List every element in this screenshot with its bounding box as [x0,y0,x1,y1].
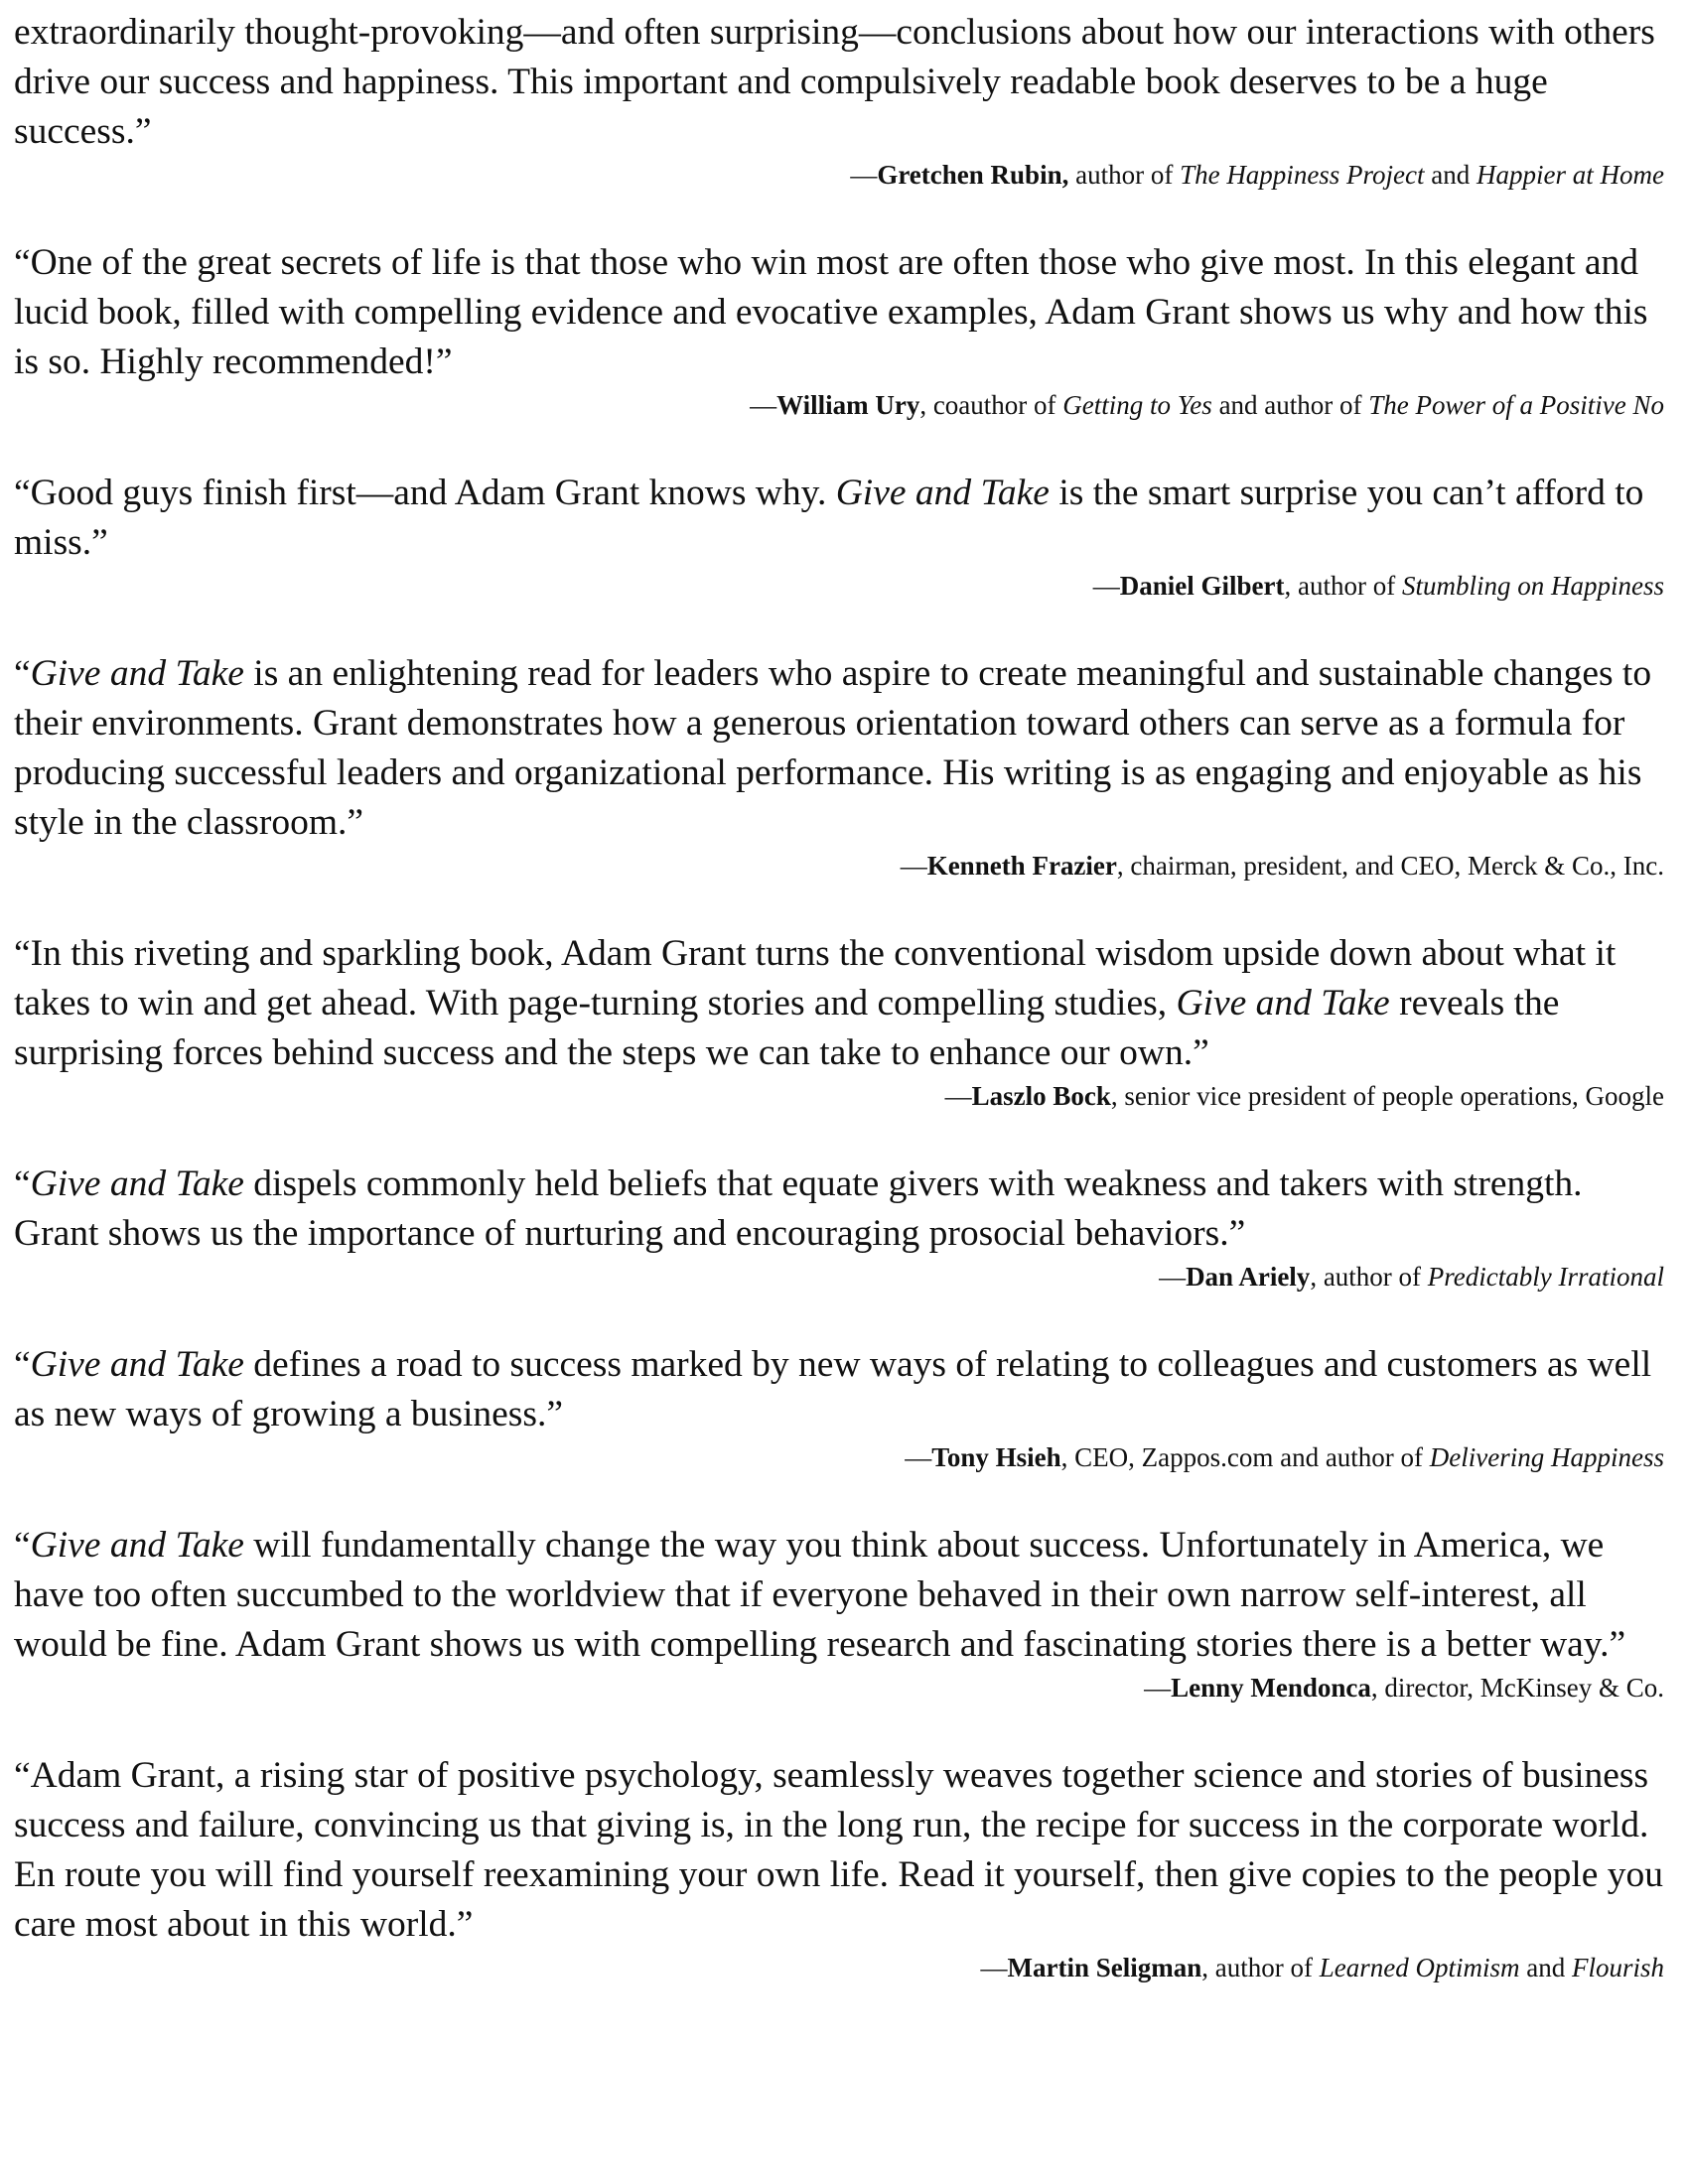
blurb-attribution [14,1439,1664,1475]
text-run: — [900,851,927,881]
blurb-quote [14,929,1664,1078]
text-run: , director, McKinsey & Co. [1370,1673,1664,1703]
book-title: Give and Take [30,1344,244,1385]
blurb-quote [14,1340,1664,1439]
text-run: — [980,1953,1008,1982]
book-title: Give and Take [30,1525,244,1566]
text-run: “ [14,1344,31,1385]
text-run: reveals the surprising forces behind success and the steps we can take to enhance our own.” [14,983,1560,1073]
text-run: extraordinarily thought-provoking—and often surprising—conclusions about how our interactions with others drive our success and happiness. This important and compulsively readable book deserves to be a huge success.” [14,12,1655,152]
text-run: , senior vice president of people operations, Google [1110,1081,1664,1111]
text-run: “Good guys finish first—and Adam Grant knows why. [14,473,836,513]
blurb-quote [14,1160,1664,1259]
blurb-quote [14,1521,1664,1670]
book-title: Give and Take [1176,983,1390,1024]
text-run: — [850,160,878,190]
book-title: Happier at Home [1477,160,1664,190]
text-run: is the smart surprise you can’t afford to miss.” [14,473,1644,563]
blurb-attribution [14,1950,1664,1985]
book-title: Getting to Yes [1062,390,1212,420]
blurb-quote [14,649,1664,848]
book-title: Predictably Irrational [1427,1262,1664,1292]
endorser-name: Gretchen Rubin, [877,160,1069,190]
blurb-rubin [14,8,1664,193]
text-run: and [1519,1953,1572,1982]
blurb-quote [14,8,1664,157]
book-title: Delivering Happiness [1429,1442,1664,1472]
blurb-ury [14,238,1664,423]
blurb-ariely [14,1160,1664,1295]
blurb-quote [14,1751,1664,1950]
text-run: , coauthor of [919,390,1063,420]
endorser-name: Daniel Gilbert [1119,571,1285,601]
endorser-name: William Ury [776,390,920,420]
book-title: Stumbling on Happiness [1401,571,1664,601]
text-run: “One of the great secrets of life is that those who win most are often those who give most. In this elegant and lucid book, filled with compelling evidence and evocative examples, Adam Grant shows us why and how this is so. Highly recommended!” [14,242,1648,382]
text-run: , CEO, Zappos.com and author of [1060,1442,1430,1472]
endorser-name: Tony Hsieh [931,1442,1061,1472]
blurb-mendonca [14,1521,1664,1706]
book-title: Give and Take [30,1163,244,1204]
book-title: Give and Take [835,473,1050,513]
endorser-name: Kenneth Frazier [926,851,1117,881]
blurb-attribution [14,1670,1664,1706]
blurb-attribution [14,387,1664,423]
text-run: and author of [1211,390,1369,420]
blurb-quote [14,469,1664,568]
endorser-name: Laszlo Bock [971,1081,1111,1111]
blurb-gilbert [14,469,1664,604]
book-title: Give and Take [30,653,244,694]
text-run: “Adam Grant, a rising star of positive psychology, seamlessly weaves together science and stories of business success and failure, convincing us that giving is, in the long run, the recipe for success in the corporate world. En route you will find yourself reexamining your own life. Read it yourself, then give copies to the people you care most about in this world.” [14,1755,1664,1945]
blurb-attribution [14,848,1664,884]
blurb-attribution [14,157,1664,193]
book-title: Flourish [1571,1953,1664,1982]
text-run: is an enlightening read for leaders who aspire to create meaningful and sustainable changes to their environments. Grant demonstrates how a generous orientation toward others can serve as a formula for producing successful leaders and organizational performance. His writing is as engaging and enjoyable as his style in the classroom.” [14,653,1652,843]
endorser-name: Dan Ariely [1186,1262,1311,1292]
text-run: “ [14,1525,31,1566]
text-run: dispels commonly held beliefs that equate givers with weakness and takers with strength. Grant shows us the importance of nurturing and encouraging prosocial behaviors.” [14,1163,1583,1254]
blurb-bock [14,929,1664,1114]
blurb-seligman [14,1751,1664,1985]
praise-page [14,8,1664,2031]
blurb-attribution [14,1259,1664,1295]
text-run: and [1424,160,1477,190]
text-run: “ [14,1163,31,1204]
blurb-attribution [14,1078,1664,1114]
text-run: defines a road to success marked by new ways of relating to colleagues and customers as well as new ways of growing a business.” [14,1344,1652,1434]
text-run: , chairman, president, and CEO, Merck & Co., Inc. [1116,851,1664,881]
text-run: — [1092,571,1120,601]
text-run: author of [1068,160,1181,190]
text-run: “In this riveting and sparkling book, Adam Grant turns the conventional wisdom upside down about what it takes to win and get ahead. With page-turning stories and compelling studies, [14,933,1617,1024]
text-run: — [944,1081,972,1111]
book-title: The Power of a Positive No [1368,390,1664,420]
text-run: , author of [1201,1953,1320,1982]
book-title: The Happiness Project [1180,160,1425,190]
endorser-name: Martin Seligman [1007,1953,1202,1982]
book-title: Learned Optimism [1319,1953,1520,1982]
blurb-quote [14,238,1664,387]
endorser-name: Lenny Mendonca [1171,1673,1371,1703]
blurb-attribution [14,568,1664,604]
blurb-frazier [14,649,1664,884]
text-run: — [905,1442,932,1472]
text-run: , author of [1284,571,1402,601]
blurb-hsieh [14,1340,1664,1475]
text-run: will fundamentally change the way you think about success. Unfortunately in America, we have too often succumbed to the worldview that if everyone behaved in their own narrow self-interest, all would be fine. Adam Grant shows us with compelling research and fascinating stories there is a better way.” [14,1525,1626,1665]
text-run: — [750,390,777,420]
text-run: , author of [1310,1262,1428,1292]
text-run: — [1144,1673,1172,1703]
text-run: — [1159,1262,1187,1292]
text-run: “ [14,653,31,694]
